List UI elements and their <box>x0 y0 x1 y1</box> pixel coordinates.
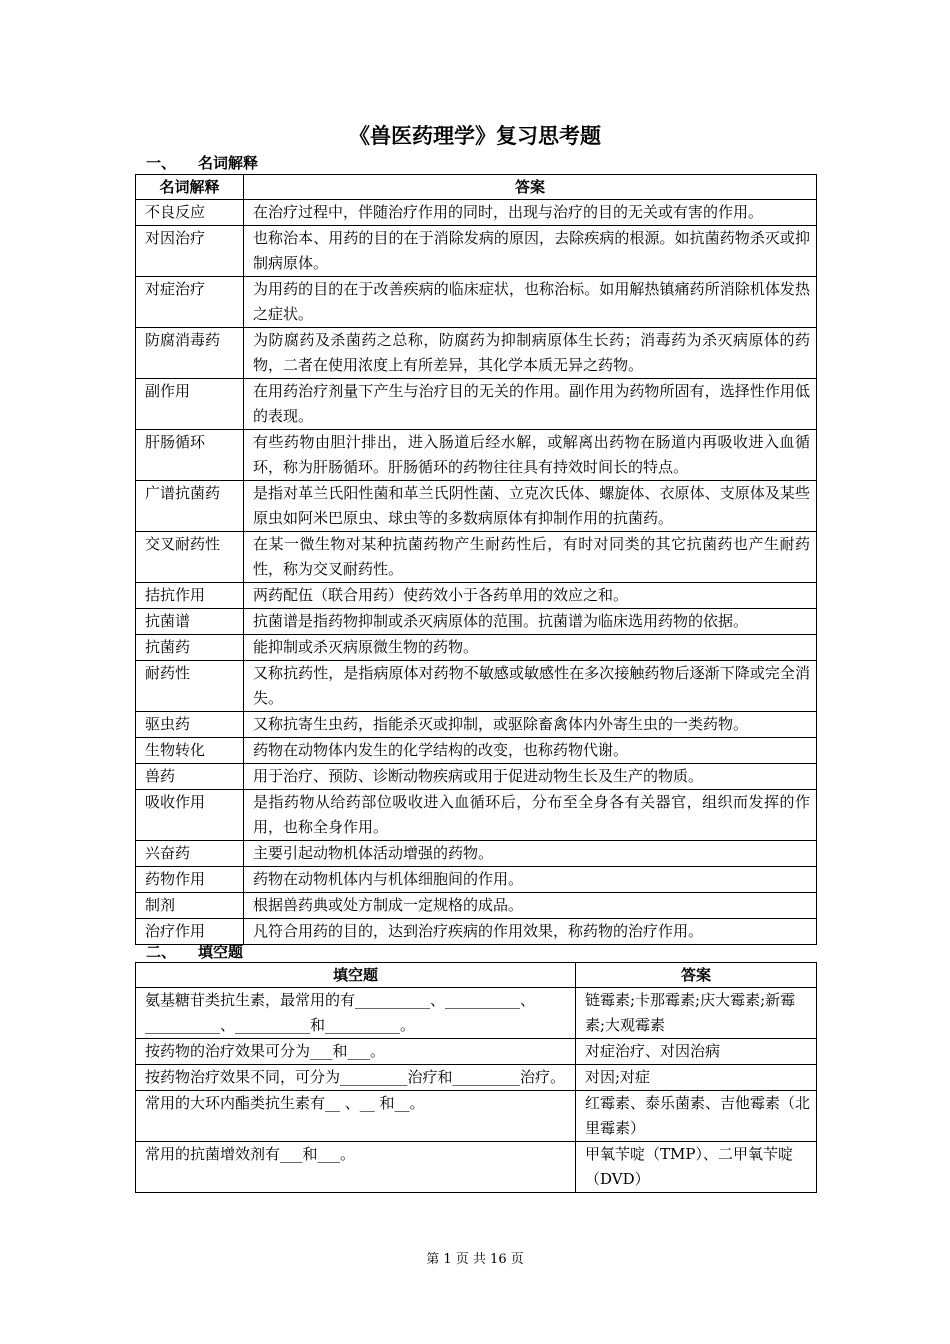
answer-cell: 两药配伍（联合用药）使药效小于各药单用的效应之和。 <box>244 583 817 609</box>
answer-cell: 在某一微生物对某种抗菌药物产生耐药性后，有时对同类的其它抗菌药也产生耐药性，称为交叉耐药性。 <box>244 532 817 583</box>
question-cell: 常用的抗菌增效剂有___和___。 <box>136 1142 576 1193</box>
answer-cell: 能抑制或杀灭病原微生物的药物。 <box>244 635 817 661</box>
answer-cell: 是指药物从给药部位吸收进入血循环后，分布至全身各有关器官，组织而发挥的作用，也称全身作用。 <box>244 790 817 841</box>
table-row <box>136 532 817 583</box>
answer-cell: 又称抗药性，是指病原体对药物不敏感或敏感性在多次接触药物后逐渐下降或完全消失。 <box>244 661 817 712</box>
answer-cell: 用于治疗、预防、诊断动物疾病或用于促进动物生长及生产的物质。 <box>244 764 817 790</box>
table-header-row <box>136 963 817 988</box>
section-number: 二、 <box>146 943 177 961</box>
answer-cell: 抗菌谱是指药物抑制或杀灭病原体的范围。抗菌谱为临床选用药物的依据。 <box>244 609 817 635</box>
answer-cell: 凡符合用药的目的，达到治疗疾病的作用效果，称药物的治疗作用。 <box>244 919 817 945</box>
term-cell: 交叉耐药性 <box>136 532 244 583</box>
answer-cell: 为用药的目的在于改善疾病的临床症状，也称治标。如用解热镇痛药所消除机体发热之症状。 <box>244 277 817 328</box>
term-cell: 肝肠循环 <box>136 430 244 481</box>
term-cell: 驱虫药 <box>136 712 244 738</box>
answer-cell: 红霉素、泰乐菌素、吉他霉素（北里霉素） <box>576 1091 817 1142</box>
table-row <box>136 635 817 661</box>
term-cell: 防腐消毒药 <box>136 328 244 379</box>
table-row <box>136 226 817 277</box>
table-header-row <box>136 175 817 200</box>
column-header-answer: 答案 <box>576 963 817 988</box>
answer-cell: 对症治疗、对因治病 <box>576 1039 817 1065</box>
answer-cell: 对因;对症 <box>576 1065 817 1091</box>
page-footer: 第 1 页 共 16 页 <box>426 1252 524 1267</box>
table-row <box>136 481 817 532</box>
term-cell: 拮抗作用 <box>136 583 244 609</box>
term-cell: 生物转化 <box>136 738 244 764</box>
term-cell: 耐药性 <box>136 661 244 712</box>
table-row <box>136 790 817 841</box>
term-cell: 副作用 <box>136 379 244 430</box>
answer-cell: 甲氧苄啶（TMP）、二甲氧苄啶（DVD） <box>576 1142 817 1193</box>
question-cell: 氨基糖苷类抗生素，最常用的有__________、__________、__________、__________和__________。 <box>136 988 576 1039</box>
answer-cell: 在治疗过程中，伴随治疗作用的同时，出现与治疗的目的无关或有害的作用。 <box>244 200 817 226</box>
table-row <box>136 1065 817 1091</box>
term-cell: 不良反应 <box>136 200 244 226</box>
term-cell: 药物作用 <box>136 867 244 893</box>
answer-cell: 药物在动物机体内与机体细胞间的作用。 <box>244 867 817 893</box>
term-cell: 制剂 <box>136 893 244 919</box>
question-cell: 常用的大环内酯类抗生素有__ 、__ 和__。 <box>136 1091 576 1142</box>
table-row <box>136 379 817 430</box>
section-title: 填空题 <box>198 943 244 961</box>
table-row <box>136 1039 817 1065</box>
table-row <box>136 1091 817 1142</box>
table-row <box>136 893 817 919</box>
answer-cell: 在用药治疗剂量下产生与治疗目的无关的作用。副作用为药物所固有，选择性作用低的表现。 <box>244 379 817 430</box>
table-row <box>136 712 817 738</box>
term-cell: 兽药 <box>136 764 244 790</box>
term-cell: 对因治疗 <box>136 226 244 277</box>
table-row <box>136 867 817 893</box>
section-number: 一、 <box>146 154 177 172</box>
term-cell: 吸收作用 <box>136 790 244 841</box>
table-row <box>136 277 817 328</box>
section-heading-fill-blank <box>146 941 243 962</box>
column-header-term: 名词解释 <box>136 175 244 200</box>
answer-cell: 也称治本、用药的目的在于消除发病的原因，去除疾病的根源。如抗菌药物杀灭或抑制病原体。 <box>244 226 817 277</box>
column-header-answer: 答案 <box>244 175 817 200</box>
term-cell: 兴奋药 <box>136 841 244 867</box>
table-row <box>136 738 817 764</box>
answer-cell: 主要引起动物机体活动增强的药物。 <box>244 841 817 867</box>
table-row <box>136 328 817 379</box>
term-cell: 抗菌谱 <box>136 609 244 635</box>
column-header-question: 填空题 <box>136 963 576 988</box>
table-row <box>136 200 817 226</box>
section-heading-terms <box>146 152 258 173</box>
table-row <box>136 988 817 1039</box>
answer-cell: 有些药物由胆汁排出，进入肠道后经水解，或解离出药物在肠道内再吸收进入血循环，称为肝肠循环。肝肠循环的药物往往具有持效时间长的特点。 <box>244 430 817 481</box>
answer-cell: 根据兽药典或处方制成一定规格的成品。 <box>244 893 817 919</box>
section-title: 名词解释 <box>198 154 259 172</box>
table-row <box>136 841 817 867</box>
table-row <box>136 1142 817 1193</box>
answer-cell: 药物在动物体内发生的化学结构的改变，也称药物代谢。 <box>244 738 817 764</box>
term-cell: 广谱抗菌药 <box>136 481 244 532</box>
question-cell: 按药物的治疗效果可分为___和___。 <box>136 1039 576 1065</box>
table-row <box>136 583 817 609</box>
terms-table <box>135 174 817 945</box>
answer-cell: 链霉素;卡那霉素;庆大霉素;新霉素;大观霉素 <box>576 988 817 1039</box>
term-cell: 治疗作用 <box>136 919 244 945</box>
answer-cell: 又称抗寄生虫药，指能杀灭或抑制，或驱除畜禽体内外寄生虫的一类药物。 <box>244 712 817 738</box>
page-title: 《兽医药理学》复习思考题 <box>349 123 601 148</box>
fill-blank-table <box>135 962 817 1193</box>
answer-cell: 是指对革兰氏阳性菌和革兰氏阴性菌、立克次氏体、螺旋体、衣原体、支原体及某些原虫如阿米巴原虫、球虫等的多数病原体有抑制作用的抗菌药。 <box>244 481 817 532</box>
term-cell: 抗菌药 <box>136 635 244 661</box>
answer-cell: 为防腐药及杀菌药之总称，防腐药为抑制病原体生长药；消毒药为杀灭病原体的药物，二者在使用浓度上有所差异，其化学本质无异之药物。 <box>244 328 817 379</box>
table-row <box>136 609 817 635</box>
table-row <box>136 764 817 790</box>
table-row <box>136 430 817 481</box>
table-row <box>136 661 817 712</box>
term-cell: 对症治疗 <box>136 277 244 328</box>
question-cell: 按药物治疗效果不同，可分为_________治疗和_________治疗。 <box>136 1065 576 1091</box>
